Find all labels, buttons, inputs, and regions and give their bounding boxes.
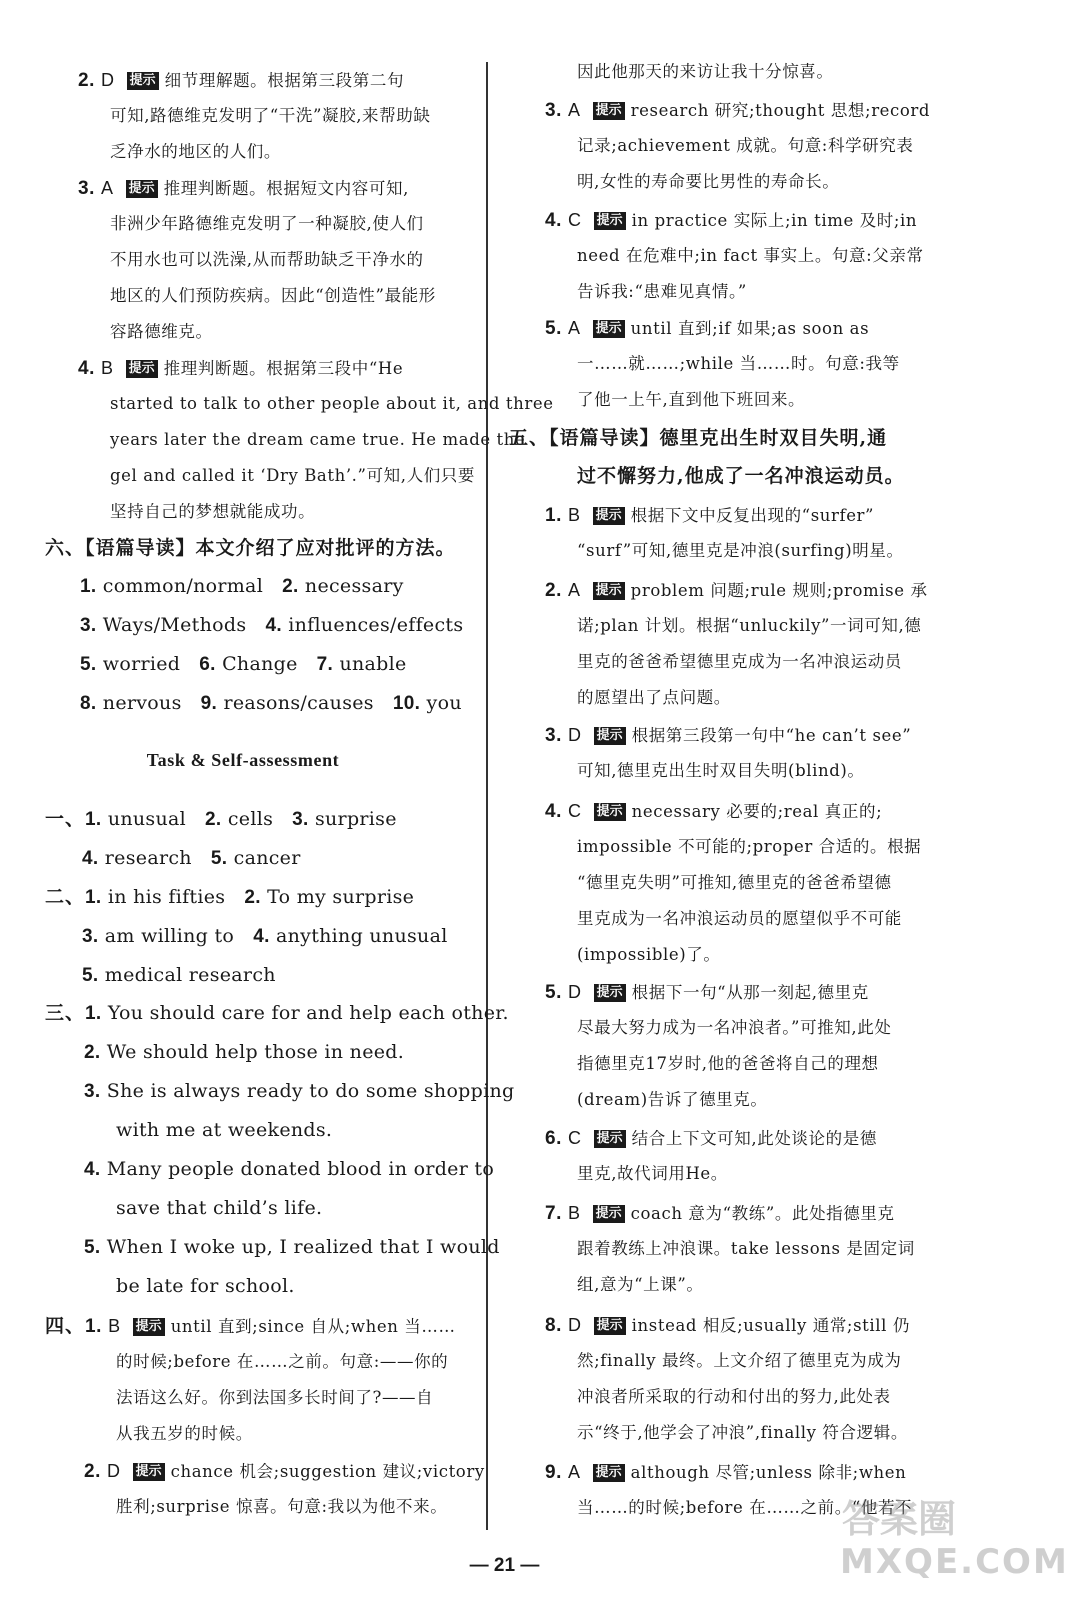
answer-text: 可知,路德维克发明了“干洗”凝胶,来帮助缺 xyxy=(110,106,431,125)
section-title: Task & Self-assessment xyxy=(146,750,340,770)
answer-text: impossible 不可能的;proper 合适的。根据 xyxy=(577,837,922,856)
section-heading: 六、【语篇导读】本文介绍了应对批评的方法。 xyxy=(45,537,456,559)
answer-text: 坚持自己的梦想就能成功。 xyxy=(110,502,316,521)
answer-item: 6. C 提示 结合上下文可知,此处谈论的是德 xyxy=(545,1128,877,1149)
answer-text: 然;finally 最终。上文介绍了德里克为成为 xyxy=(577,1351,902,1370)
hint-badge: 提示 xyxy=(126,360,158,378)
section-heading: 五、【语篇导读】德里克出生时双目失明,通 xyxy=(509,427,888,449)
answer-item: 4. C 提示 in practice 实际上;in time 及时;in xyxy=(545,210,918,231)
answer-row: 三、1. You should care for and help each other. xyxy=(45,1002,509,1024)
answer-row: 3. am willing to 4. anything unusual xyxy=(82,925,448,947)
answer-item: 3. A 提示 research 研究;thought 思想;record xyxy=(545,100,931,121)
answer-text: 跟着教练上冲浪课。take lessons 是固定词 xyxy=(577,1239,915,1258)
answer-text: 指德里克17岁时,他的爸爸将自己的理想 xyxy=(577,1054,879,1073)
answer-item: 5. D 提示 根据下一句“从那一刻起,德里克 xyxy=(545,982,869,1003)
answer-text: gel and called it ‘Dry Bath’.”可知,人们只要 xyxy=(110,466,475,485)
hint-badge: 提示 xyxy=(593,320,625,338)
answer-text: 的时候;before 在……之前。句意:——你的 xyxy=(116,1352,449,1371)
answer-text: 因此他那天的来访让我十分惊喜。 xyxy=(577,62,834,81)
answer-text: 尽最大努力成为一名冲浪者。”可推知,此处 xyxy=(577,1018,892,1037)
answer-text: 明,女性的寿命要比男性的寿命长。 xyxy=(577,172,840,191)
answer-text: years later the dream came true. He made the xyxy=(110,430,526,449)
answer-row: 二、1. in his fifties 2. To my surprise xyxy=(45,886,415,908)
answer-text: be late for school. xyxy=(116,1275,295,1297)
answer-text: 胜利;surprise 惊喜。句意:我以为他不来。 xyxy=(116,1497,448,1516)
hint-badge: 提示 xyxy=(593,582,625,600)
answer-text: 里克成为一名冲浪运动员的愿望似乎不可能 xyxy=(577,909,902,928)
watermark-logo: 答案圈 MXQE.COM xyxy=(840,1497,1069,1582)
answer-text: 可知,德里克出生时双目失明(blind)。 xyxy=(577,761,865,780)
answer-item: 8. D 提示 instead 相反;usually 通常;still 仍 xyxy=(545,1315,910,1336)
answer-item: 4. B 提示 推理判断题。根据第三段中“He xyxy=(78,358,404,379)
answer-item: 5. A 提示 until 直到;if 如果;as soon as xyxy=(545,318,870,339)
answer-text: 诺;plan 计划。根据“unluckily”一词可知,德 xyxy=(577,616,922,635)
hint-badge: 提示 xyxy=(594,1130,626,1148)
hint-badge: 提示 xyxy=(594,984,626,1002)
answer-text: 的愿望出了点问题。 xyxy=(577,688,731,707)
answer-text: “德里克失明”可推知,德里克的爸爸希望德 xyxy=(577,873,892,892)
answer-text: started to talk to other people about it, and three xyxy=(110,394,554,413)
answer-text: 乏净水的地区的人们。 xyxy=(110,142,281,161)
answer-text: 示“终于,他学会了冲浪”,finally 符合逻辑。 xyxy=(577,1423,908,1442)
answer-item: 1. B 提示 根据下文中反复出现的“surfer” xyxy=(545,505,875,526)
answer-text: 里克,故代词用He。 xyxy=(577,1164,728,1183)
answer-row: 1. common/normal 2. necessary xyxy=(80,575,404,597)
answer-text: 当……的时候;before 在……之前。“他若不 xyxy=(577,1498,913,1517)
hint-badge: 提示 xyxy=(594,803,626,821)
answer-text: 了他一上午,直到他下班回来。 xyxy=(577,390,806,409)
answer-row: 5. medical research xyxy=(82,964,276,986)
answer-text: 地区的人们预防疾病。因此“创造性”最能形 xyxy=(110,286,436,305)
answer-text: 组,意为“上课”。 xyxy=(577,1275,704,1294)
answer-item: 4. C 提示 necessary 必要的;real 真正的; xyxy=(545,801,883,822)
answer-item: 2. D 提示 chance 机会;suggestion 建议;victory xyxy=(84,1461,485,1482)
answer-row: 3. She is always ready to do some shopping xyxy=(84,1080,515,1102)
hint-badge: 提示 xyxy=(126,180,158,198)
answer-row: 5. worried 6. Change 7. unable xyxy=(80,653,407,675)
answer-item: 3. A 提示 推理判断题。根据短文内容可知, xyxy=(78,178,409,199)
answer-text: “surf”可知,德里克是冲浪(surfing)明星。 xyxy=(577,541,904,560)
answer-text: 法语这么好。你到法国多长时间了?——自 xyxy=(116,1388,434,1407)
answer-text: with me at weekends. xyxy=(116,1119,333,1141)
hint-badge: 提示 xyxy=(127,72,159,90)
answer-text: 记录;achievement 成就。句意:科学研究表 xyxy=(577,136,914,155)
hint-badge: 提示 xyxy=(593,1205,625,1223)
answer-text: (impossible)了。 xyxy=(577,945,721,964)
answer-text: 一……就……;while 当……时。句意:我等 xyxy=(577,354,900,373)
answer-text: save that child’s life. xyxy=(116,1197,323,1219)
answer-row: 一、1. unusual 2. cells 3. surprise xyxy=(45,808,397,830)
answer-item: 四、1. B 提示 until 直到;since 自从;when 当…… xyxy=(45,1315,456,1337)
hint-badge: 提示 xyxy=(594,212,626,230)
section-heading: 过不懈努力,他成了一名冲浪运动员。 xyxy=(577,465,905,487)
answer-text: 非洲少年路德维克发明了一种凝胶,使人们 xyxy=(110,214,424,233)
answer-text: 冲浪者所采取的行动和付出的努力,此处表 xyxy=(577,1387,891,1406)
hint-badge: 提示 xyxy=(133,1463,165,1481)
answer-row: 8. nervous 9. reasons/causes 10. you xyxy=(80,692,462,714)
answer-text: (dream)告诉了德里克。 xyxy=(577,1090,768,1109)
answer-item: 3. D 提示 根据第三段第一句中“he can’t see” xyxy=(545,725,912,746)
answer-text: 里克的爸爸希望德里克成为一名冲浪运动员 xyxy=(577,652,902,671)
hint-badge: 提示 xyxy=(594,727,626,745)
column-divider xyxy=(486,62,488,1530)
answer-row: 4. Many people donated blood in order to xyxy=(84,1158,495,1180)
answer-item: 9. A 提示 although 尽管;unless 除非;when xyxy=(545,1462,907,1483)
answer-row: 4. research 5. cancer xyxy=(82,847,301,869)
hint-badge: 提示 xyxy=(593,102,625,120)
answer-text: need 在危难中;in fact 事实上。句意:父亲常 xyxy=(577,246,924,265)
answer-row: 5. When I woke up, I realized that I would xyxy=(84,1236,500,1258)
answer-item: 7. B 提示 coach 意为“教练”。此处指德里克 xyxy=(545,1203,895,1224)
answer-item: 2. A 提示 problem 问题;rule 规则;promise 承 xyxy=(545,580,928,601)
answer-text: 告诉我:“患难见真情。” xyxy=(577,282,747,301)
hint-badge: 提示 xyxy=(593,507,625,525)
answer-row: 3. Ways/Methods 4. influences/effects xyxy=(80,614,464,636)
answer-text: 从我五岁的时候。 xyxy=(116,1424,253,1443)
hint-badge: 提示 xyxy=(593,1464,625,1482)
answer-row: 2. We should help those in need. xyxy=(84,1041,405,1063)
page-number: — 21 — xyxy=(469,1555,540,1576)
answer-item: 2. D 提示 细节理解题。根据第三段第二句 xyxy=(78,70,405,91)
hint-badge: 提示 xyxy=(133,1318,165,1336)
answer-text: 容路德维克。 xyxy=(110,322,213,341)
hint-badge: 提示 xyxy=(594,1317,626,1335)
answer-text: 不用水也可以洗澡,从而帮助缺乏干净水的 xyxy=(110,250,424,269)
